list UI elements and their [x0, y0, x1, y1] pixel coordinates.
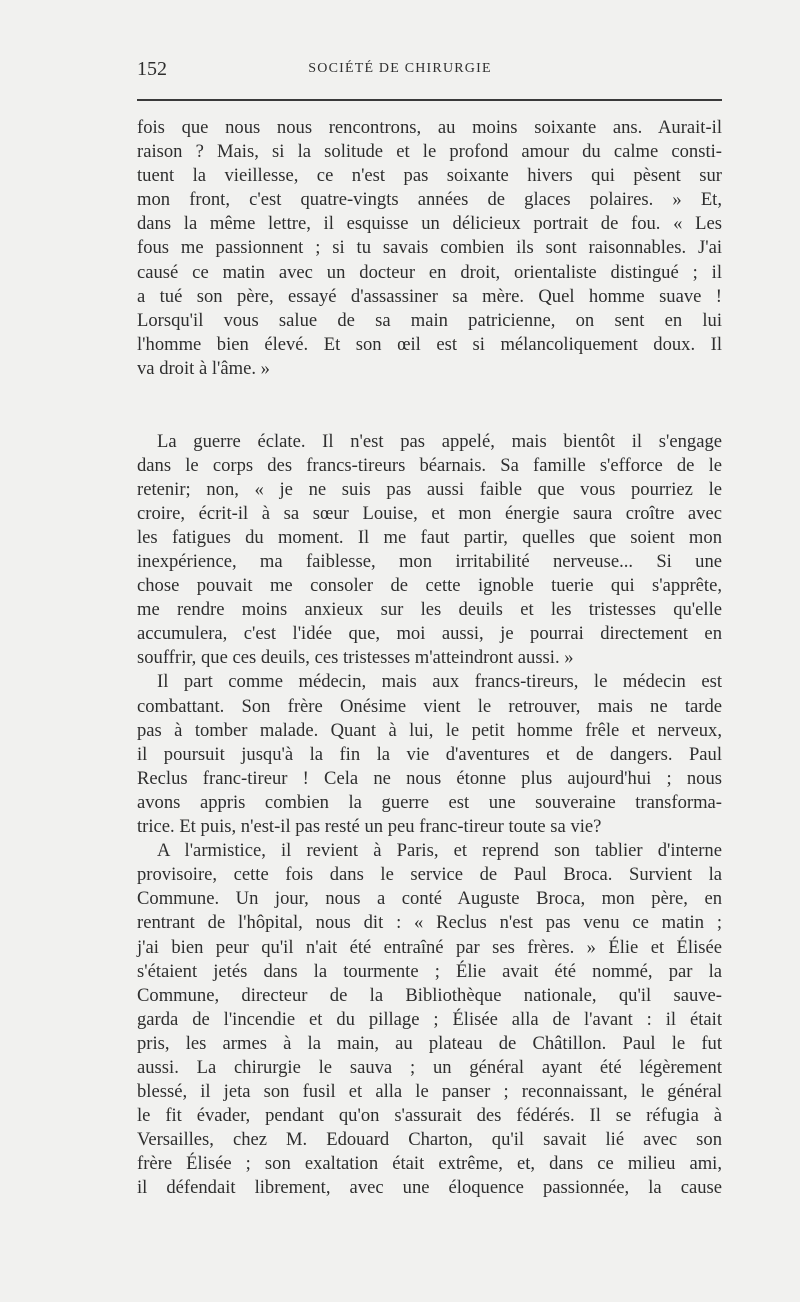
text-line: accumulera, c'est l'idée que, moi aussi, je pourrai directement en: [137, 623, 722, 645]
text-line: trice. Et puis, n'est-il pas resté un peu franc-tireur toute sa vie?: [137, 816, 602, 838]
text-line: retenir; non, « je ne suis pas aussi faible que vous pourriez le: [137, 478, 722, 500]
text-line: croire, écrit-il à sa sœur Louise, et mon énergie saura croître avec: [137, 502, 722, 524]
text-line: A l'armistice, il revient à Paris, et reprend son tablier d'interne: [157, 840, 722, 862]
text-line: tuent la vieillesse, ce n'est pas soixante hivers qui pèsent sur: [137, 165, 722, 187]
text-line: l'homme bien élevé. Et son œil est si mélancoliquement doux. Il: [137, 333, 722, 355]
text-line: provisoire, cette fois dans le service de Paul Broca. Survient la: [137, 864, 722, 886]
paragraph: [137, 839, 722, 1200]
text-line: il défendait librement, avec une éloquence passionnée, la cause: [137, 1177, 722, 1199]
running-title: SOCIÉTÉ DE CHIRURGIE: [308, 61, 492, 76]
text-line: pas à tomber malade. Quant à lui, le petit homme frêle et nerveux,: [137, 719, 722, 741]
text-line: Versailles, chez M. Edouard Charton, qu'il savait lié avec son: [137, 1129, 722, 1151]
text-line: Commune. Un jour, nous a conté Auguste Broca, mon père, en: [137, 888, 722, 910]
text-line: mon front, c'est quatre-vingts années de glaces polaires. » Et,: [137, 189, 722, 211]
text-line: raison ? Mais, si la solitude et le profond amour du calme consti-: [137, 141, 722, 163]
text-line: il poursuit jusqu'à la fin la vie d'aventures et de dangers. Paul: [137, 743, 722, 765]
text-line: aussi. La chirurgie le sauva ; un général ayant été légèrement: [137, 1056, 722, 1078]
text-line: chose pouvait me consoler de cette ignoble tuerie qui s'apprête,: [137, 575, 722, 597]
paragraph-gap: [137, 381, 722, 430]
text-line: les fatigues du moment. Il me faut partir, quelles que soient mon: [137, 526, 722, 548]
text-line: blessé, il jeta son fusil et alla le panser ; reconnaissant, le général: [137, 1081, 722, 1103]
text-line: Reclus franc-tireur ! Cela ne nous étonne plus aujourd'hui ; nous: [137, 767, 722, 789]
text-line: a tué son père, essayé d'assassiner sa mère. Quel homme suave !: [137, 285, 722, 307]
text-line: avons appris combien la guerre est une souveraine transforma-: [137, 791, 722, 813]
text-line: souffrir, que ces deuils, ces tristesses m'atteindront aussi. »: [137, 647, 574, 669]
text-line: rentrant de l'hôpital, nous dit : « Reclus n'est pas venu ce matin ;: [137, 912, 722, 934]
text-line: Commune, directeur de la Bibliothèque nationale, qu'il sauve-: [137, 984, 722, 1006]
text-line: pris, les armes à la main, au plateau de Châtillon. Paul le fut: [137, 1032, 722, 1054]
text-line: Il part comme médecin, mais aux francs-tireurs, le médecin est: [157, 671, 722, 693]
text-line: La guerre éclate. Il n'est pas appelé, mais bientôt il s'engage: [157, 430, 722, 452]
paragraph: [137, 116, 722, 381]
text-line: combattant. Son frère Onésime vient le retrouver, mais ne tarde: [137, 695, 722, 717]
text-line: le fit évader, pendant qu'on s'assurait des fédérés. Il se réfugia à: [137, 1105, 722, 1127]
text-line: dans la même lettre, il esquisse un délicieux portrait de fou. « Les: [137, 213, 722, 235]
text-line: inexpérience, ma faiblesse, mon irritabilité nerveuse... Si une: [137, 551, 722, 572]
text-line: causé ce matin avec un docteur en droit, orientaliste distingué ; il: [137, 261, 722, 283]
text-line: s'étaient jetés dans la tourmente ; Élie avait été nommé, par la: [137, 960, 722, 982]
text-line: garda de l'incendie et du pillage ; Élisée alla de l'avant : il était: [137, 1008, 722, 1030]
text-line: Lorsqu'il vous salue de sa main patricienne, on sent en lui: [137, 309, 722, 331]
body-text: [137, 116, 722, 1201]
text-line: frère Élisée ; son exaltation était extrême, et, dans ce milieu ami,: [137, 1153, 722, 1175]
page-number: 152: [137, 58, 167, 80]
paragraph: [137, 430, 722, 671]
text-line: fous me passionnent ; si tu savais combien ils sont raisonnables. J'ai: [137, 237, 722, 259]
text-line: me rendre moins anxieux sur les deuils et les tristesses qu'elle: [137, 599, 722, 621]
text-line: j'ai bien peur qu'il n'ait été entraîné par ses frères. » Élie et Élisée: [137, 936, 722, 958]
header-rule: [137, 99, 722, 101]
text-line: fois que nous nous rencontrons, au moins soixante ans. Aurait-il: [137, 117, 722, 138]
paragraph: [137, 670, 722, 839]
text-line: dans le corps des francs-tireurs béarnais. Sa famille s'efforce de le: [137, 454, 722, 476]
text-line: va droit à l'âme. »: [137, 357, 270, 379]
